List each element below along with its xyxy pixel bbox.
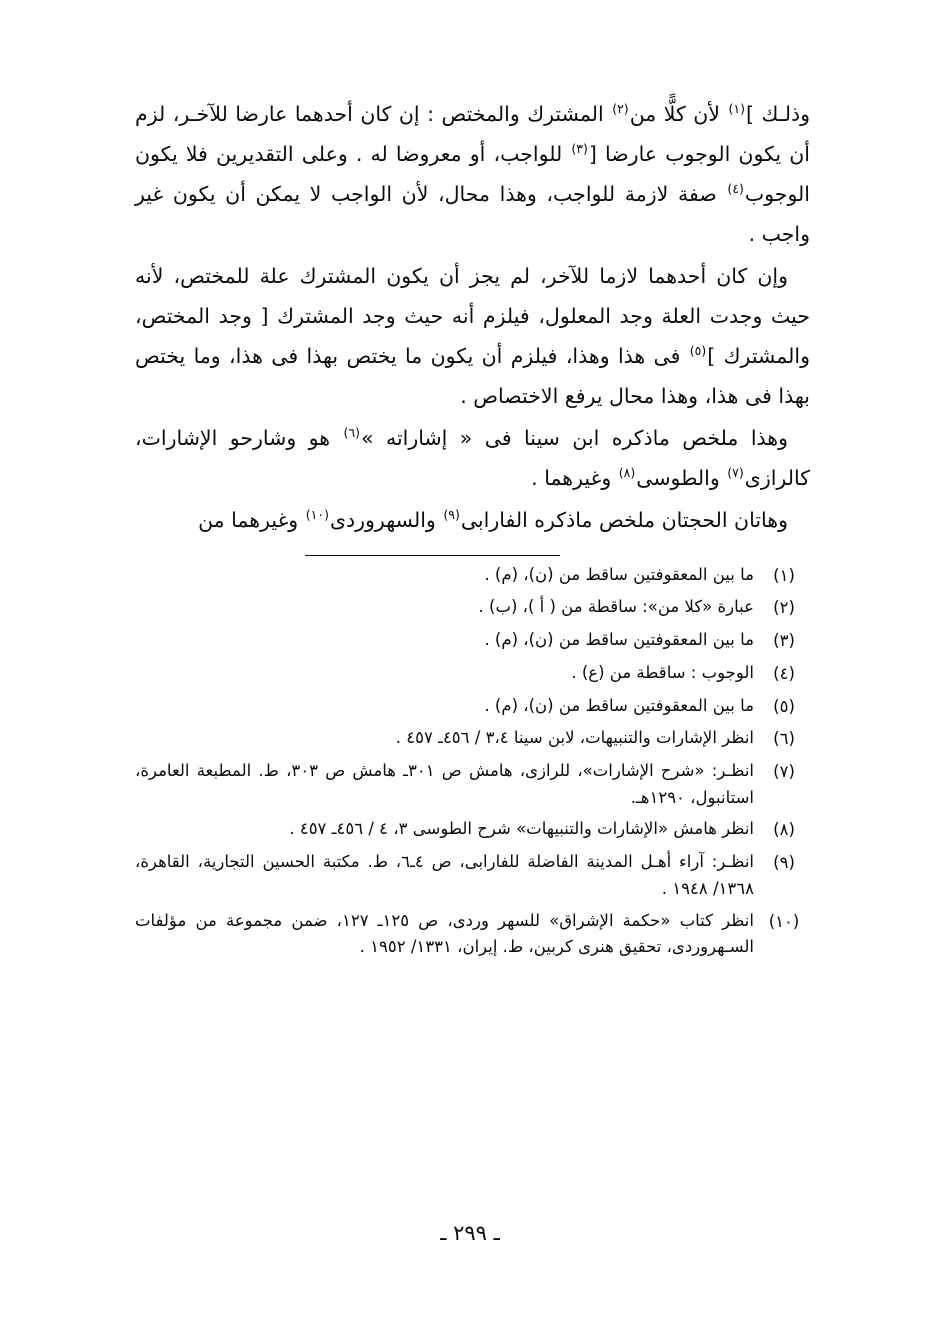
footnote-item — [135, 627, 810, 655]
paragraph-3: وهذا ملخص ماذكره ابن سينا فى « إشاراته »$^{(٦)}$ هو وشارحو الإشارات، كالرازى$^{(٧)}$ والطوسى$^{(٨)}$ وغيرهما . — [135, 424, 810, 490]
footnote-text: عبارة «كلا من»: ساقطة من ( أ )، (ب) . — [478, 597, 754, 617]
footnote-marker: (٨) — [618, 464, 636, 480]
footnote-item — [135, 908, 810, 961]
footnote-marker: (٩) — [443, 506, 460, 522]
footnote-item — [135, 816, 810, 844]
footnote-marker: (٥) — [689, 342, 707, 358]
footnote-separator-rule — [305, 555, 560, 556]
footnote-text: ما بين المعقوفتين ساقط من (ن)، (م) . — [484, 695, 754, 715]
footnote-number: (٣) — [773, 631, 795, 651]
footnote-number: (٦) — [773, 729, 795, 749]
footnote-item — [135, 849, 810, 902]
footnote-item — [135, 562, 810, 590]
footnote-number: (٨) — [773, 820, 795, 840]
footnote-text: ما بين المعقوفتين ساقط من (ن)، (م) . — [484, 630, 754, 650]
footnote-text: الوجوب : ساقطة من (ع) . — [571, 662, 754, 682]
footnote-number: (٧) — [773, 761, 795, 781]
footnote-number: (١٠) — [768, 911, 800, 931]
footnote-number: (٤) — [773, 663, 795, 683]
footnote-number: (١) — [773, 565, 795, 585]
footnote-number: (٢) — [773, 598, 795, 618]
paragraph-1: وذلـك ]$^{(١)}$ لأن كلًّا من$^{(٢)}$ المشترك والمختص : إن كان أحدهما عارضا للآخـر، لزم أن يكون الوجوب عارضا [$^{(٣)}$ للواجب، أو معروضا له . وعلى التقديرين فلا يكون الوجوب$^{(٤)}$ صفة لازمة للواجب، وهذا محال، لأن الواجب لا يمكن أن يكون غير واجب . — [135, 101, 811, 246]
page-number: ـ ٢٩٩ ـ — [440, 1221, 500, 1245]
footnote-text: ما بين المعقوفتين ساقط من (ن)، (م) . — [484, 564, 754, 584]
footnote-item — [135, 725, 810, 753]
footnote-marker: (٧) — [727, 464, 744, 480]
footnote-text: انظر كتاب «حكمة الإشراق» للسهر وردى، ص ١٢٥ـ ١٢٧، ضمن مجموعة من مؤلفات السـهروردى، تحقيق هنرى كربين، ط. إيران، ١٣٣١/ ١٩٥٢ . — [135, 910, 754, 957]
footnote-marker: (٣) — [571, 141, 588, 157]
footnote-marker: (٤) — [727, 181, 744, 197]
footnote-item — [135, 594, 810, 622]
footnote-item — [135, 693, 810, 721]
footnote-text: انظر الإشارات والتنبيهات، لابن سينا ٣،٤ / ٤٥٦ـ ٤٥٧ . — [395, 728, 754, 748]
footnote-item — [135, 758, 810, 811]
footnote-text: انظـر: «شرح الإشارات»، للرازى، هامش ص ٣٠١ـ هامش ص ٣٠٣، ط. المطبعة العامرة، استانبول، ١٢٩٠هـ. — [135, 760, 754, 807]
footnote-text: انظر هامش «الإشارات والتنبيهات» شرح الطوسى ٣، ٤ / ٤٥٦ـ ٤٥٧ . — [289, 819, 754, 839]
paragraph-4: وهاتان الحجتان ملخص ماذكره الفارابى$^{(٩)}$ والسهروردى$^{(١٠)}$ وغيرهما من — [198, 506, 788, 532]
footnote-item — [135, 660, 810, 688]
footnote-number: (٥) — [773, 696, 795, 716]
paragraph-2: وإن كان أحدهما لازما للآخر، لم يجز أن يكون المشترك علة للمختص، لأنه حيث وجدت العلة وجد المعلول، فيلزم أنه حيث وجد المشترك [ وجد المختص، والمشترك ]$^{(٥)}$ فى هذا وهذا، فيلزم أن يكون ما يختص بهذا فى هذا، وما يختص بهذا فى هذا، وهذا محال يرفع الاختصاص . — [135, 263, 810, 408]
footnote-marker: (١) — [728, 101, 745, 117]
footnote-text: انظـر: آراء أهـل المدينة الفاضلة للفارابى، ص ٤ـ٦، ط. مكتبة الحسين التجارية، القاهرة، ١٣٦٨/ ١٩٤٨ . — [135, 852, 754, 898]
footnote-marker: (١٠) — [305, 506, 329, 522]
body-text-block — [135, 95, 810, 541]
footnote-marker: (٦) — [343, 424, 360, 440]
footnote-number: (٩) — [773, 853, 795, 873]
footnote-marker: (٢) — [612, 101, 629, 117]
footnotes-list — [135, 562, 810, 961]
